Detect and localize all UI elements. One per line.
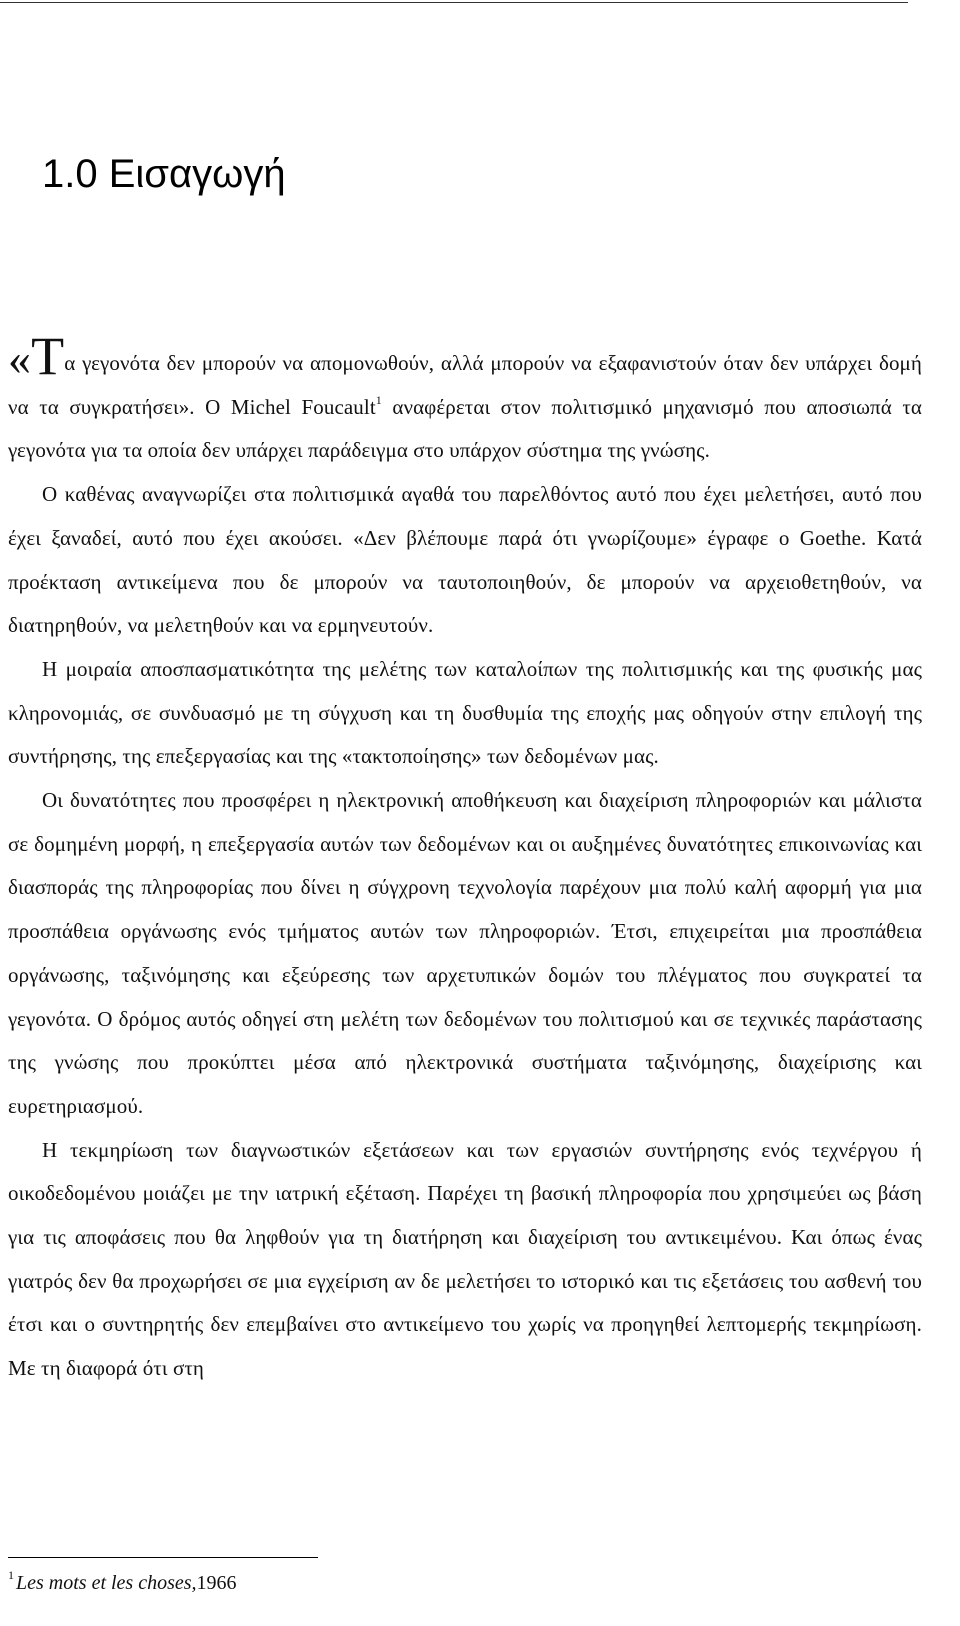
drop-cap-letter: Τ [31,326,65,386]
header-rule [0,2,908,3]
footnote [8,1568,237,1598]
paragraph-4: Οι δυνατότητες που προσφέρει η ηλεκτρονική αποθήκευση και διαχείριση πληροφοριών και μάλιστα σε δομημένη μορφή, η επεξεργασία αυτών των δεδομένων και οι αυξημένες δυνατότητες επικοινωνίας και διασποράς της πληροφορίας που δίνει η σύγχρονη τεχνολογία παρέχουν μια πολύ καλή αφορμή για μια προσπάθεια οργάνωσης ενός τμήματος αυτών των πληροφοριών. Έτσι, επιχειρείται μια προσπάθεια οργάνωσης, ταξινόμησης και εξεύρεσης των αρχετυπικών δομών του πλέγματος που συγκρατεί τα γεγονότα. Ο δρόμος αυτός οδηγεί στη μελέτη των δεδομένων του πολιτισμού και σε τεχνικές παράστασης της γνώσης που προκύπτει μέσα από ηλεκτρονικά συστήματα ταξινόμησης, διαχείρισης και ευρετηριασμού. [8,788,922,1118]
paragraph-1 [8,326,922,473]
paragraph-5: Η τεκμηρίωση των διαγνωστικών εξετάσεων και των εργασιών συντήρησης ενός τεχνέργου ή οικοδεδομένου μοιάζει με την ιατρική εξέταση. Παρέχει τη βασική πληροφορία που χρησιμεύει ως βάση για τις αποφάσεις που θα ληφθούν για τη διατήρηση και διαχείριση του αντικειμένου. Και όπως ένας γιατρός δεν θα προχωρήσει σε μια εγχείριση αν δε μελετήσει το ιστορικό και τις εξετάσεις του ασθενή του έτσι και ο συντηρητής δεν επεμβαίνει στο αντικείμενο του χωρίς να προηγηθεί λεπτομερής τεκμηρίωση. Με τη διαφορά ότι στη [8,1137,922,1381]
footnote-number: 1 [8,1568,14,1582]
body-text [8,326,922,1391]
footnote-reference[interactable]: 1 [375,392,382,407]
footnote-separator [8,1557,318,1558]
footnote-year: 1966 [196,1572,237,1594]
opening-quote-mark: « [8,333,32,384]
section-heading: 1.0 Εισαγωγή [42,152,286,196]
paragraph-2: Ο καθένας αναγνωρίζει στα πολιτισμικά αγαθά του παρελθόντος αυτό που έχει μελετήσει, αυτό που έχει ξαναδεί, αυτό που έχει ακούσει. «Δεν βλέπουμε παρά ότι γνωρίζουμε» έγραφε ο Goethe. Κατά προέκταση αντικείμενα που δε μπορούν να ταυτοποιηθούν, δε μπορούν να αρχειοθετηθούν, να διατηρηθούν, να μελετηθούν και να ερμηνευτούν. [8,482,922,638]
paragraph-3: Η μοιραία αποσπασματικότητα της μελέτης των καταλοίπων της πολιτισμικής και της φυσικής μας κληρονομιάς, σε συνδυασμό με τη σύγχυση και τη δυσθυμία της εποχής μας οδηγούν στην επιλογή της συντήρησης, της επεξεργασίας και της «τακτοποίησης» των δεδομένων μας. [8,656,922,769]
paragraph-1-text-b: αναφέρεται στον πολιτισμικό μηχανισμό που αποσιωπά τα γεγονότα για τα οποία δεν υπάρχει παράδειγμα στο υπάρχον σύστημα της γνώσης. [8,394,922,463]
footnote-title: Les mots et les choses, [16,1572,197,1594]
paragraph-1-text-a: α γεγονότα δεν μπορούν να απομονωθούν, αλλά μπορούν να εξαφανιστούν όταν δεν υπάρχει δομή να τα συγκρατήσει». Ο Michel Foucault [8,351,922,419]
